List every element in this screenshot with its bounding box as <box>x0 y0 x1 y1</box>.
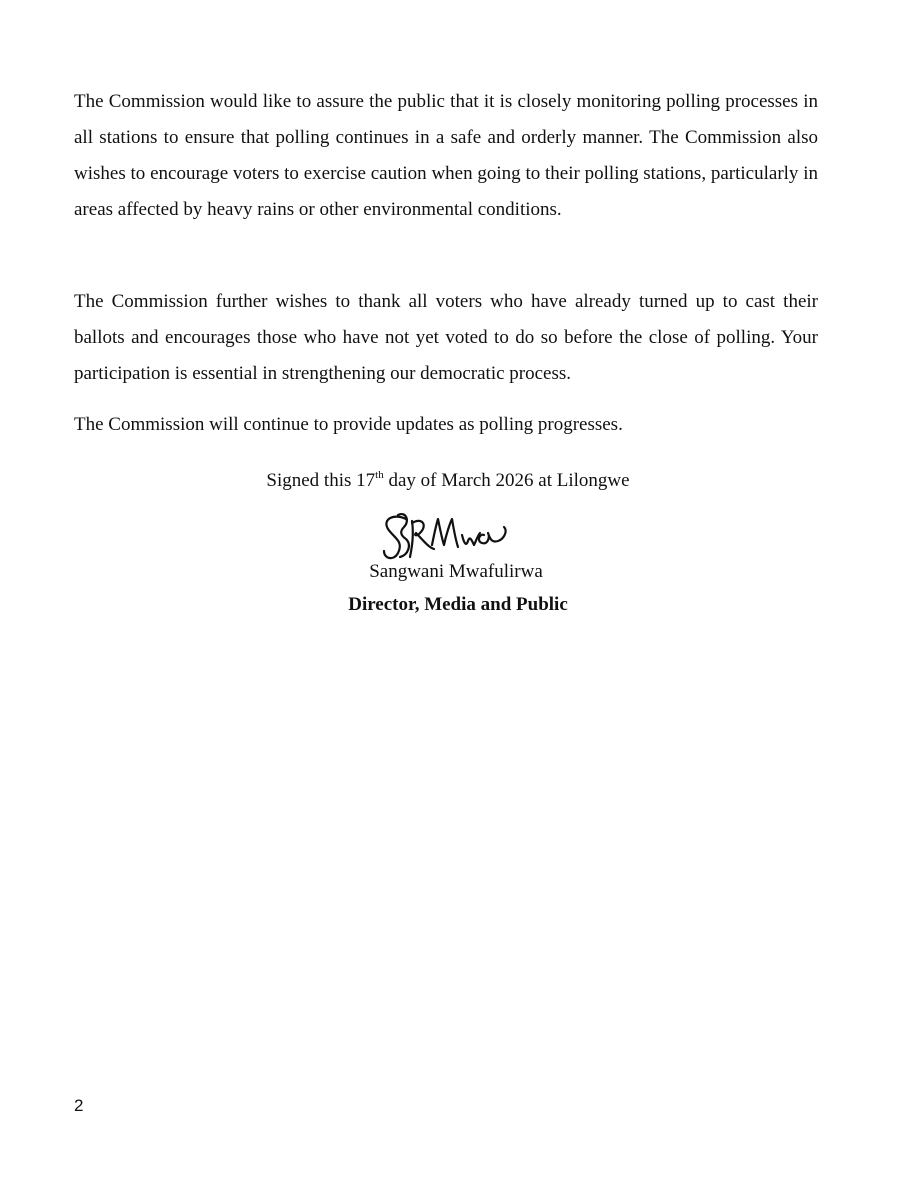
body-paragraph-2: The Commission further wishes to thank all voters who have already turned up to cast their ballots and encourages those who have not yet voted to do so before the close of polling. Your participation is essential in strengthening our democratic process. <box>74 291 818 384</box>
signatory-title: Director, Media and Public <box>348 594 568 615</box>
signature-icon <box>376 505 516 565</box>
body-paragraph-3: The Commission will continue to provide updates as polling progresses. <box>74 414 623 435</box>
signature-graphic <box>376 505 516 565</box>
body-paragraph-1: The Commission would like to assure the public that it is closely monitoring polling processes in all stations to ensure that polling continues in a safe and orderly manner. The Commission also wishes to encourage voters to exercise caution when going to their polling stations, particularly in areas affected by heavy rains or other environmental conditions. <box>74 91 818 220</box>
signed-ordinal-suffix: th <box>375 469 384 481</box>
signed-suffix: day of March 2026 at Lilongwe <box>383 470 630 491</box>
signed-prefix: Signed this 17 <box>266 470 376 491</box>
page-number: 2 <box>74 1096 84 1115</box>
signed-date-line <box>0 463 906 501</box>
signatory-name: Sangwani Mwafulirwa <box>369 561 543 582</box>
